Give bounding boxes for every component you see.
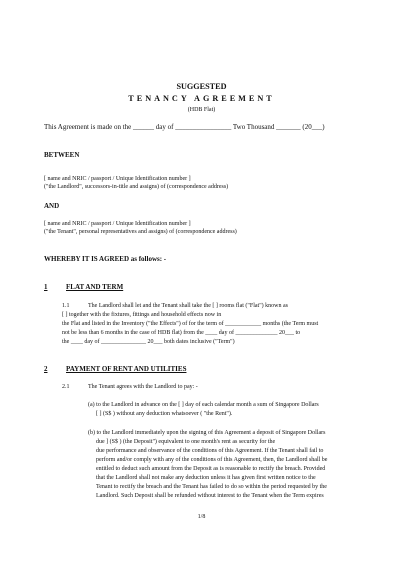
clause-1-1-line: the ____ day of _______________ 20___ both dates inclusive ("Term") — [62, 339, 235, 345]
suggested-label: SUGGESTED — [176, 82, 227, 91]
clause-2-1-b-line: entitled to deduct such amount from the Deposit as is reasonable to rectify the breach. Provided — [96, 466, 326, 472]
section-1-title: FLAT AND TERM — [66, 283, 124, 291]
clause-1-1-line: [ ] together with the fixtures, fittings and household effects now in — [62, 312, 222, 318]
clause-2-1-a-line: (a) to the Landlord in advance on the [ ] day of each calendar month a sum of Singapore Dollars — [88, 402, 319, 408]
tenant-line-2: ("the Tenant", personal representatives and assigns) of (correspondence address) — [44, 229, 237, 235]
clause-2-1-b-line: that the Landlord shall not make any deduction unless it has given first written notice to the — [96, 475, 316, 481]
section-2-number: 2 — [44, 365, 48, 373]
clause-2-1-b-line: due ] (S$ ) (the Deposit") equivalent to one month's rent as security for the — [96, 439, 276, 445]
whereby-clause: WHEREBY IT IS AGREED as follows: - — [44, 255, 167, 263]
landlord-line-1: [ name and NRIC / passport / Unique Identification number ] — [44, 176, 191, 182]
clause-1-1-line: the Flat and listed in the Inventory ("the Effects") of for the term of ____________ months (the Term must — [62, 321, 319, 327]
document-subtitle: (HDB Flat) — [187, 107, 216, 113]
section-1-number: 1 — [44, 283, 48, 291]
document-title: TENANCY AGREEMENT — [128, 94, 275, 103]
clause-2-1-b-line: (b) to the Landlord immediately upon the signing of this Agreement a deposit of Singapore Dollars — [88, 430, 326, 436]
page-number: 1/8 — [197, 514, 206, 520]
between-heading: BETWEEN — [44, 151, 80, 159]
section-2-title: PAYMENT OF RENT AND UTILITIES — [66, 365, 187, 373]
intro-line: This Agreement is made on the ______ day of ________________ Two Thousand _______ (20___) — [44, 123, 325, 131]
clause-2-1-b-line: Tenant to rectify the breach and the Tenant has failed to do so within the period requested by the — [96, 484, 327, 490]
clause-2-1-b-line: due performance and observance of the conditions of this Agreement. If the Tenant shall fail to — [96, 448, 324, 454]
landlord-line-2: ("the Landlord", successors-in-title and assigns) of (correspondence address) — [44, 184, 229, 190]
clause-1-1-line: not be less than 6 months in the case of HDB flat) from the ____ day of ______________ 20___ to — [62, 330, 301, 336]
clause-2-1-a-line: [ ] (S$ ) without any deduction whatsoever ( "the Rent"). — [96, 411, 233, 417]
clause-1-1-line: The Landlord shall let and the Tenant shall take the [ ] rooms flat ("Flat") known as — [88, 303, 288, 309]
clause-2-1-b-line: Landlord. Such Deposit shall be refunded without interest to the Tenant when the Term expires — [96, 493, 324, 499]
tenant-line-1: [ name and NRIC / passport / Unique Identification number ] — [44, 221, 191, 227]
clause-2-1-text: The Tenant agrees with the Landlord to pay: - — [88, 384, 198, 390]
clause-1-1-number: 1.1 — [62, 303, 70, 309]
clause-2-1-b-line: perform and/or comply with any of the conditions of this Agreement, then, the Landlord shall be — [96, 457, 328, 463]
clause-2-1-number: 2.1 — [62, 384, 70, 390]
and-heading: AND — [44, 202, 60, 210]
